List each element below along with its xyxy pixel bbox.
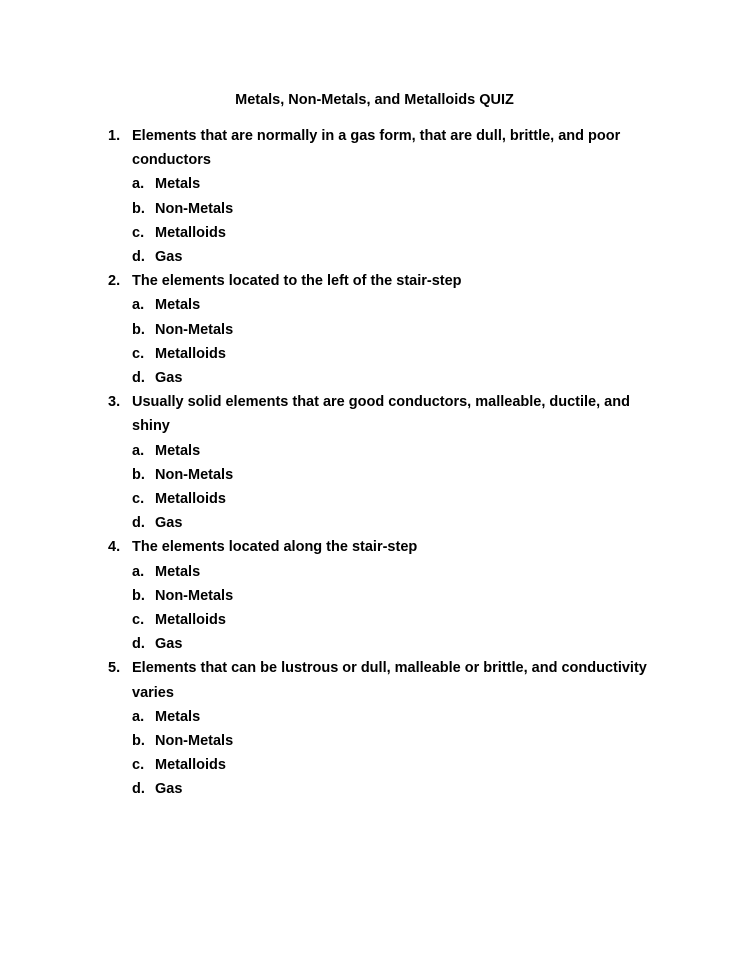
answer-options [132, 439, 668, 536]
option-letter: c. [132, 345, 145, 362]
question-1 [108, 124, 668, 269]
answer-option [132, 172, 668, 196]
answer-options [132, 293, 668, 390]
option-letter: a. [132, 708, 145, 725]
answer-option [132, 560, 668, 584]
question-text: Elements that are normally in a gas form, that are dull, brittle, and poor conductors [132, 128, 621, 169]
answer-option [132, 197, 668, 221]
option-text: Metalloids [155, 224, 226, 241]
option-letter: d. [132, 370, 145, 387]
page-title: Metals, Non-Metals, and Metalloids QUIZ [235, 92, 514, 108]
answer-option [132, 245, 668, 269]
option-text: Metals [155, 708, 201, 725]
question-number: 4. [108, 539, 121, 556]
answer-option [132, 584, 668, 608]
answer-option [132, 463, 668, 487]
option-text: Gas [155, 249, 183, 266]
option-letter: b. [132, 587, 145, 604]
question-number: 3. [108, 394, 121, 411]
option-letter: d. [132, 515, 145, 532]
option-letter: c. [132, 491, 145, 508]
question-text: The elements located to the left of the stair-step [132, 273, 462, 290]
answer-option [132, 777, 668, 801]
option-text: Metalloids [155, 757, 226, 774]
option-letter: c. [132, 757, 145, 774]
answer-option [132, 487, 668, 511]
answer-option [132, 705, 668, 729]
option-text: Metals [155, 176, 201, 193]
option-letter: d. [132, 249, 145, 266]
question-2 [108, 269, 668, 390]
answer-options [132, 705, 668, 802]
option-text: Non-Metals [155, 466, 234, 483]
question-list [108, 124, 668, 802]
question-text: Elements that can be lustrous or dull, malleable or brittle, and conductivity varies [132, 660, 647, 701]
answer-option [132, 729, 668, 753]
option-text: Non-Metals [155, 587, 234, 604]
option-letter: b. [132, 321, 145, 338]
option-text: Metalloids [155, 491, 226, 508]
option-letter: b. [132, 466, 145, 483]
answer-option [132, 366, 668, 390]
answer-options [132, 560, 668, 657]
question-text: The elements located along the stair-step [132, 539, 418, 556]
answer-option [132, 221, 668, 245]
option-text: Non-Metals [155, 321, 234, 338]
option-letter: a. [132, 442, 145, 459]
option-letter: d. [132, 781, 145, 798]
option-text: Non-Metals [155, 200, 234, 217]
answer-option [132, 439, 668, 463]
option-text: Metals [155, 563, 201, 580]
question-4 [108, 535, 668, 656]
answer-option [132, 608, 668, 632]
question-number: 1. [108, 128, 121, 144]
option-text: Gas [155, 636, 183, 653]
question-number: 5. [108, 660, 121, 677]
answer-option [132, 753, 668, 777]
question-5 [108, 656, 668, 801]
option-text: Metalloids [155, 345, 226, 362]
option-letter: d. [132, 636, 145, 653]
option-text: Metals [155, 442, 201, 459]
option-letter: c. [132, 224, 145, 241]
option-text: Gas [155, 781, 183, 798]
option-text: Gas [155, 370, 183, 387]
option-letter: b. [132, 200, 145, 217]
option-text: Metalloids [155, 612, 226, 629]
option-letter: a. [132, 176, 145, 193]
answer-options [132, 172, 668, 269]
option-text: Non-Metals [155, 733, 234, 750]
question-number: 2. [108, 273, 121, 290]
option-letter: b. [132, 733, 145, 750]
question-text: Usually solid elements that are good conductors, malleable, ductile, and shiny [132, 394, 630, 435]
answer-option [132, 632, 668, 656]
answer-option [132, 318, 668, 342]
option-letter: c. [132, 612, 145, 629]
answer-option [132, 293, 668, 317]
option-text: Gas [155, 515, 183, 532]
answer-option [132, 342, 668, 366]
answer-option [132, 511, 668, 535]
question-3 [108, 390, 668, 535]
option-letter: a. [132, 297, 145, 314]
option-letter: a. [132, 563, 145, 580]
option-text: Metals [155, 297, 201, 314]
